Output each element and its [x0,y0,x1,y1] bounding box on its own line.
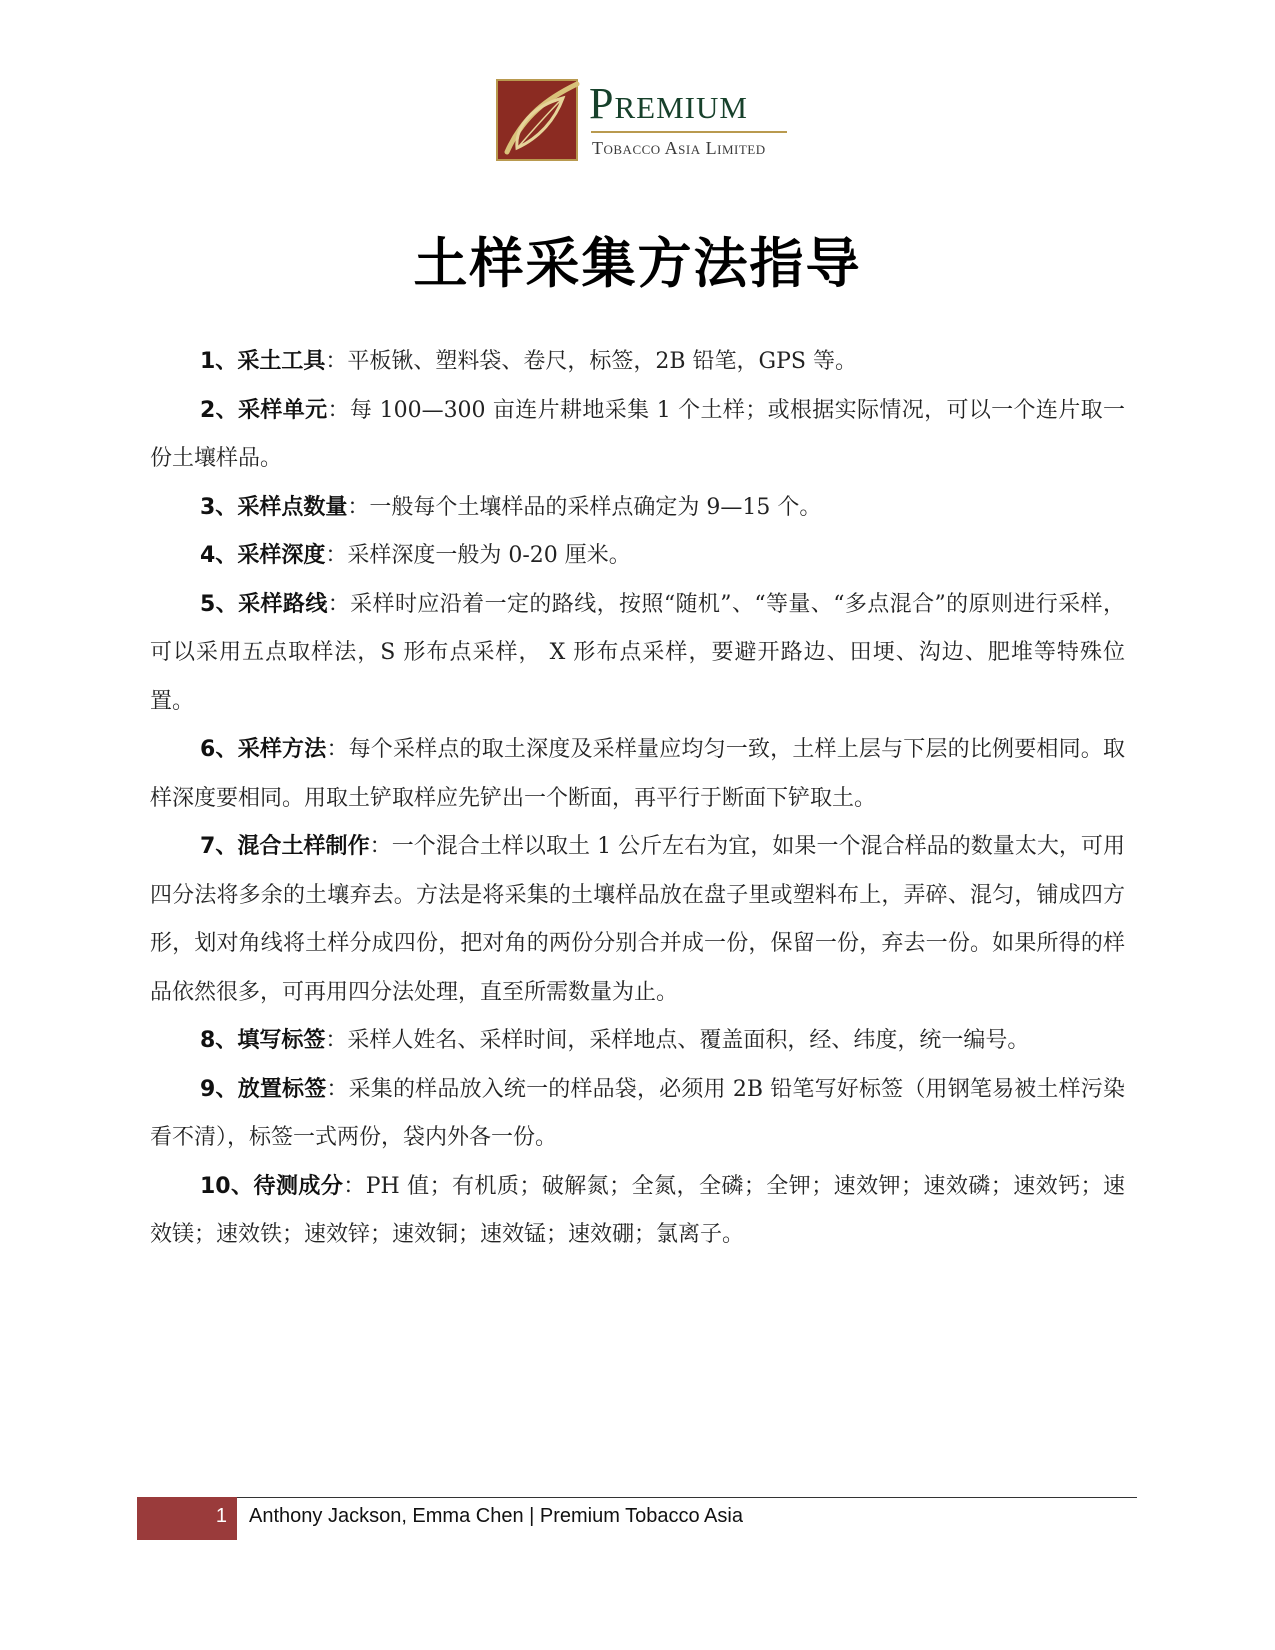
item-text: 一个混合土样以取土 1 公斤左右为宜，如果一个混合样品的数量太大，可用四分法将多余的土壤弃去。方法是将采集的土壤样品放在盘子里或塑料布上，弄碎、混匀，铺成四方形，划对角线将土样分成四份，把对角的两份分别合并成一份，保留一份，弃去一份。如果所得的样品依然很多，可再用四分法处理，直至所需数量为止。 [150,834,1125,1005]
item-number: 3、 [200,494,238,520]
item-text: 采样深度一般为 0-20 厘米。 [347,543,631,568]
item-text: 采样时应沿着一定的路线，按照“随机”、“等量、“多点混合”的原则进行采样，可以采用五点取样法，S 形布点采样， X 形布点采样，要避开路边、田埂、沟边、肥堆等特殊位置。 [150,591,1125,714]
guide-item [150,726,1125,823]
guide-item [150,1066,1125,1163]
item-separator: ： [325,349,348,374]
item-label: 待测成分 [253,1173,344,1199]
item-number: 10、 [200,1173,254,1199]
item-number: 1、 [200,349,238,374]
item-separator: ： [369,834,392,859]
item-number: 6、 [200,737,238,762]
item-text: 平板锹、塑料袋、卷尺，标签，2B 铅笔，GPS 等。 [347,349,857,374]
item-label: 采土工具 [237,349,326,374]
item-separator: ： [326,1076,349,1102]
document-title: 土样采集方法指导 [413,232,862,295]
item-number: 2、 [200,397,239,423]
item-label: 采样方法 [237,737,327,762]
item-label: 采样单元 [238,397,328,423]
guide-item [150,338,1125,387]
guide-item [150,581,1125,727]
item-label: 放置标签 [237,1076,327,1102]
guide-item [150,1017,1125,1066]
item-label: 采样点数量 [237,494,348,520]
item-number: 7、 [200,834,238,859]
guide-list [150,338,1125,1260]
item-separator: ： [327,397,350,423]
logo-rule [591,131,787,133]
item-text: 每个采样点的取土深度及采样量应均匀一致，土样上层与下层的比例要相同。取样深度要相同。用取土铲取样应先铲出一个断面，再平行于断面下铲取土。 [150,737,1125,811]
item-number: 9、 [200,1076,238,1102]
item-separator: ： [325,543,348,568]
item-number: 5、 [200,591,239,617]
guide-item [150,532,1125,581]
item-separator: ： [347,494,370,520]
item-number: 8、 [200,1028,238,1053]
item-number: 4、 [200,543,238,568]
item-separator: ： [326,737,349,762]
logo-subtitle: Tobacco Asia Limited [592,138,766,158]
item-text: 采集的样品放入统一的样品袋，必须用 2B 铅笔写好标签（用钢笔易被土样污染看不清），标签一式两份，袋内外各一份。 [150,1076,1125,1150]
item-label: 混合土样制作 [237,834,370,859]
item-text: 采样人姓名、采样时间，采样地点、覆盖面积，经、纬度，统一编号。 [347,1028,1030,1053]
item-text: 一般每个土壤样品的采样点确定为 9—15 个。 [369,494,822,520]
footer-divider [137,1497,1137,1498]
item-separator: ： [343,1173,366,1199]
item-label: 填写标签 [237,1028,326,1053]
logo-wordmark: Premium [589,79,748,128]
item-text: 每 100—300 亩连片耕地采集 1 个土样；或根据实际情况，可以一个连片取一份土壤样品。 [150,397,1125,471]
page-number: 1 [215,1505,227,1527]
item-separator: ： [325,1028,348,1053]
item-separator: ： [327,591,351,617]
leaf-logo-icon [493,76,581,164]
company-logo [493,76,793,166]
item-text: PH 值；有机质；破解氮；全氮，全磷；全钾；速效钾；速效磷；速效钙；速效镁；速效铁；速效锌；速效铜；速效锰；速效硼；氯离子。 [150,1173,1125,1247]
footer-page-box [137,1497,237,1540]
item-label: 采样路线 [238,591,328,617]
guide-item [150,823,1125,1017]
guide-item [150,1163,1125,1260]
footer-authors: Anthony Jackson, Emma Chen | Premium Tobacco Asia [249,1505,743,1527]
item-label: 采样深度 [237,543,326,568]
guide-item [150,387,1125,484]
guide-item [150,484,1125,533]
